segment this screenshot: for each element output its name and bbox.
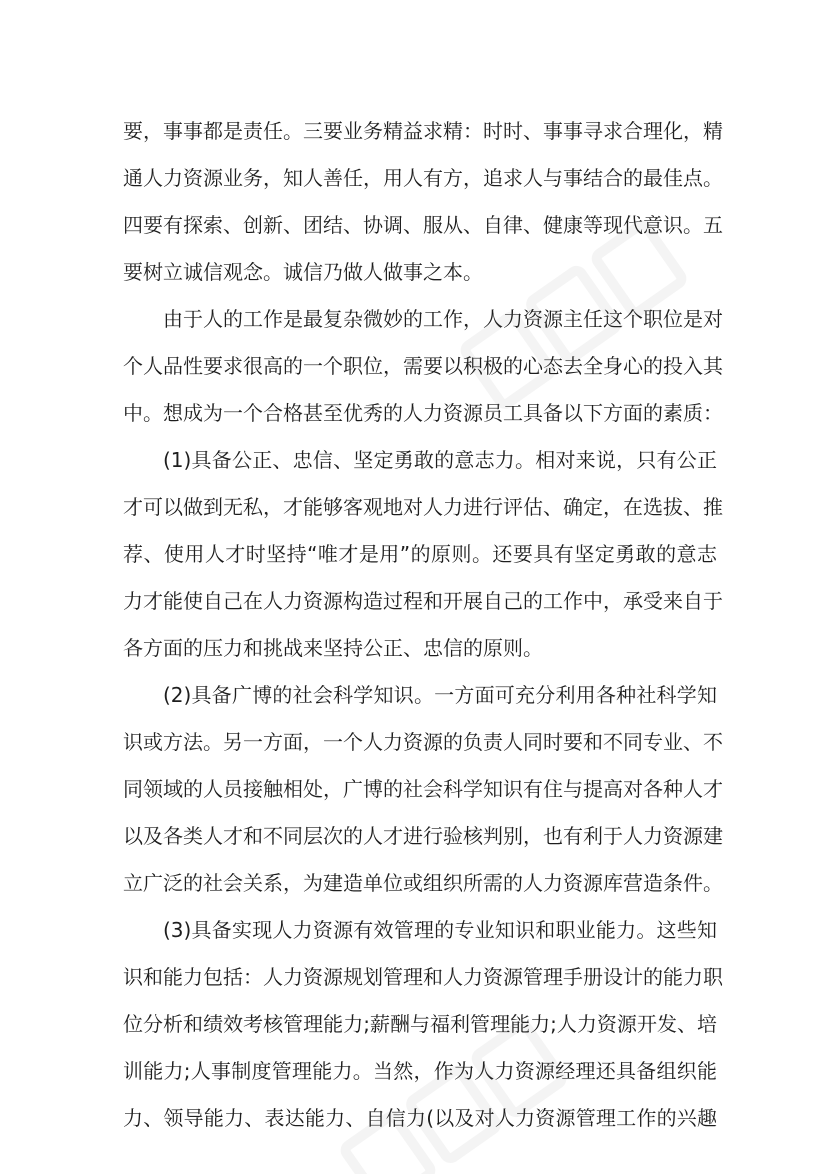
- paragraph: [123, 907, 723, 1142]
- text-line: 荐、使用人才时坚持“唯才是用”的原则。还要具有坚定勇敢的意志: [123, 542, 717, 566]
- text-line: 才可以做到无私，才能够客观地对人力进行评估、确定，在选拔、推: [123, 495, 723, 519]
- text-line: (3)具备实现人力资源有效管理的专业知识和职业能力。这些知: [163, 918, 717, 942]
- text-line: 立广泛的社会关系，为建造单位或组织所需的人力资源库营造条件。: [123, 871, 723, 895]
- text-line: 个人品性要求很高的一个职位，需要以积极的心态去全身心的投入其: [123, 354, 723, 378]
- text-line: 要，事事都是责任。三要业务精益求精：时时、事事寻求合理化，精: [123, 119, 723, 143]
- text-line: 力、领导能力、表达能力、自信力(以及对人力资源管理工作的兴趣: [123, 1106, 717, 1130]
- text-line: 力才能使自己在人力资源构造过程和开展自己的工作中，承受来自于: [123, 589, 723, 613]
- paragraph: [123, 108, 723, 296]
- paragraph: [123, 437, 723, 672]
- document-body: [123, 108, 723, 1142]
- text-line: 同领域的人员接触相处，广博的社会科学知识有住与提高对各种人才: [123, 777, 723, 801]
- text-line: 中。想成为一个合格甚至优秀的人力资源员工具备以下方面的素质：: [123, 401, 723, 425]
- paragraph: [123, 672, 723, 907]
- text-line: 识或方法。另一方面，一个人力资源的负责人同时要和不同专业、不: [123, 730, 723, 754]
- text-line: 要树立诚信观念。诚信乃做人做事之本。: [123, 260, 483, 284]
- text-line: 通人力资源业务，知人善任，用人有方，追求人与事结合的最佳点。: [123, 166, 723, 190]
- text-line: 由于人的工作是最复杂微妙的工作，人力资源主任这个职位是对: [163, 307, 723, 331]
- text-line: (2)具备广博的社会科学知识。一方面可充分利用各种社科学知: [163, 683, 717, 707]
- text-line: 位分析和绩效考核管理能力;薪酬与福利管理能力;人力资源开发、培: [123, 1012, 717, 1036]
- text-line: 识和能力包括：人力资源规划管理和人力资源管理手册设计的能力职: [123, 965, 723, 989]
- text-line: 以及各类人才和不同层次的人才进行验核判别，也有利于人力资源建: [123, 824, 723, 848]
- text-line: 各方面的压力和挑战来坚持公正、忠信的原则。: [123, 636, 543, 660]
- text-line: 四要有探索、创新、团结、协调、服从、自律、健康等现代意识。五: [123, 213, 723, 237]
- text-line: (1)具备公正、忠信、坚定勇敢的意志力。相对来说，只有公正: [163, 448, 717, 472]
- paragraph: [123, 296, 723, 437]
- text-line: 训能力;人事制度管理能力。当然，作为人力资源经理还具备组织能: [123, 1059, 717, 1083]
